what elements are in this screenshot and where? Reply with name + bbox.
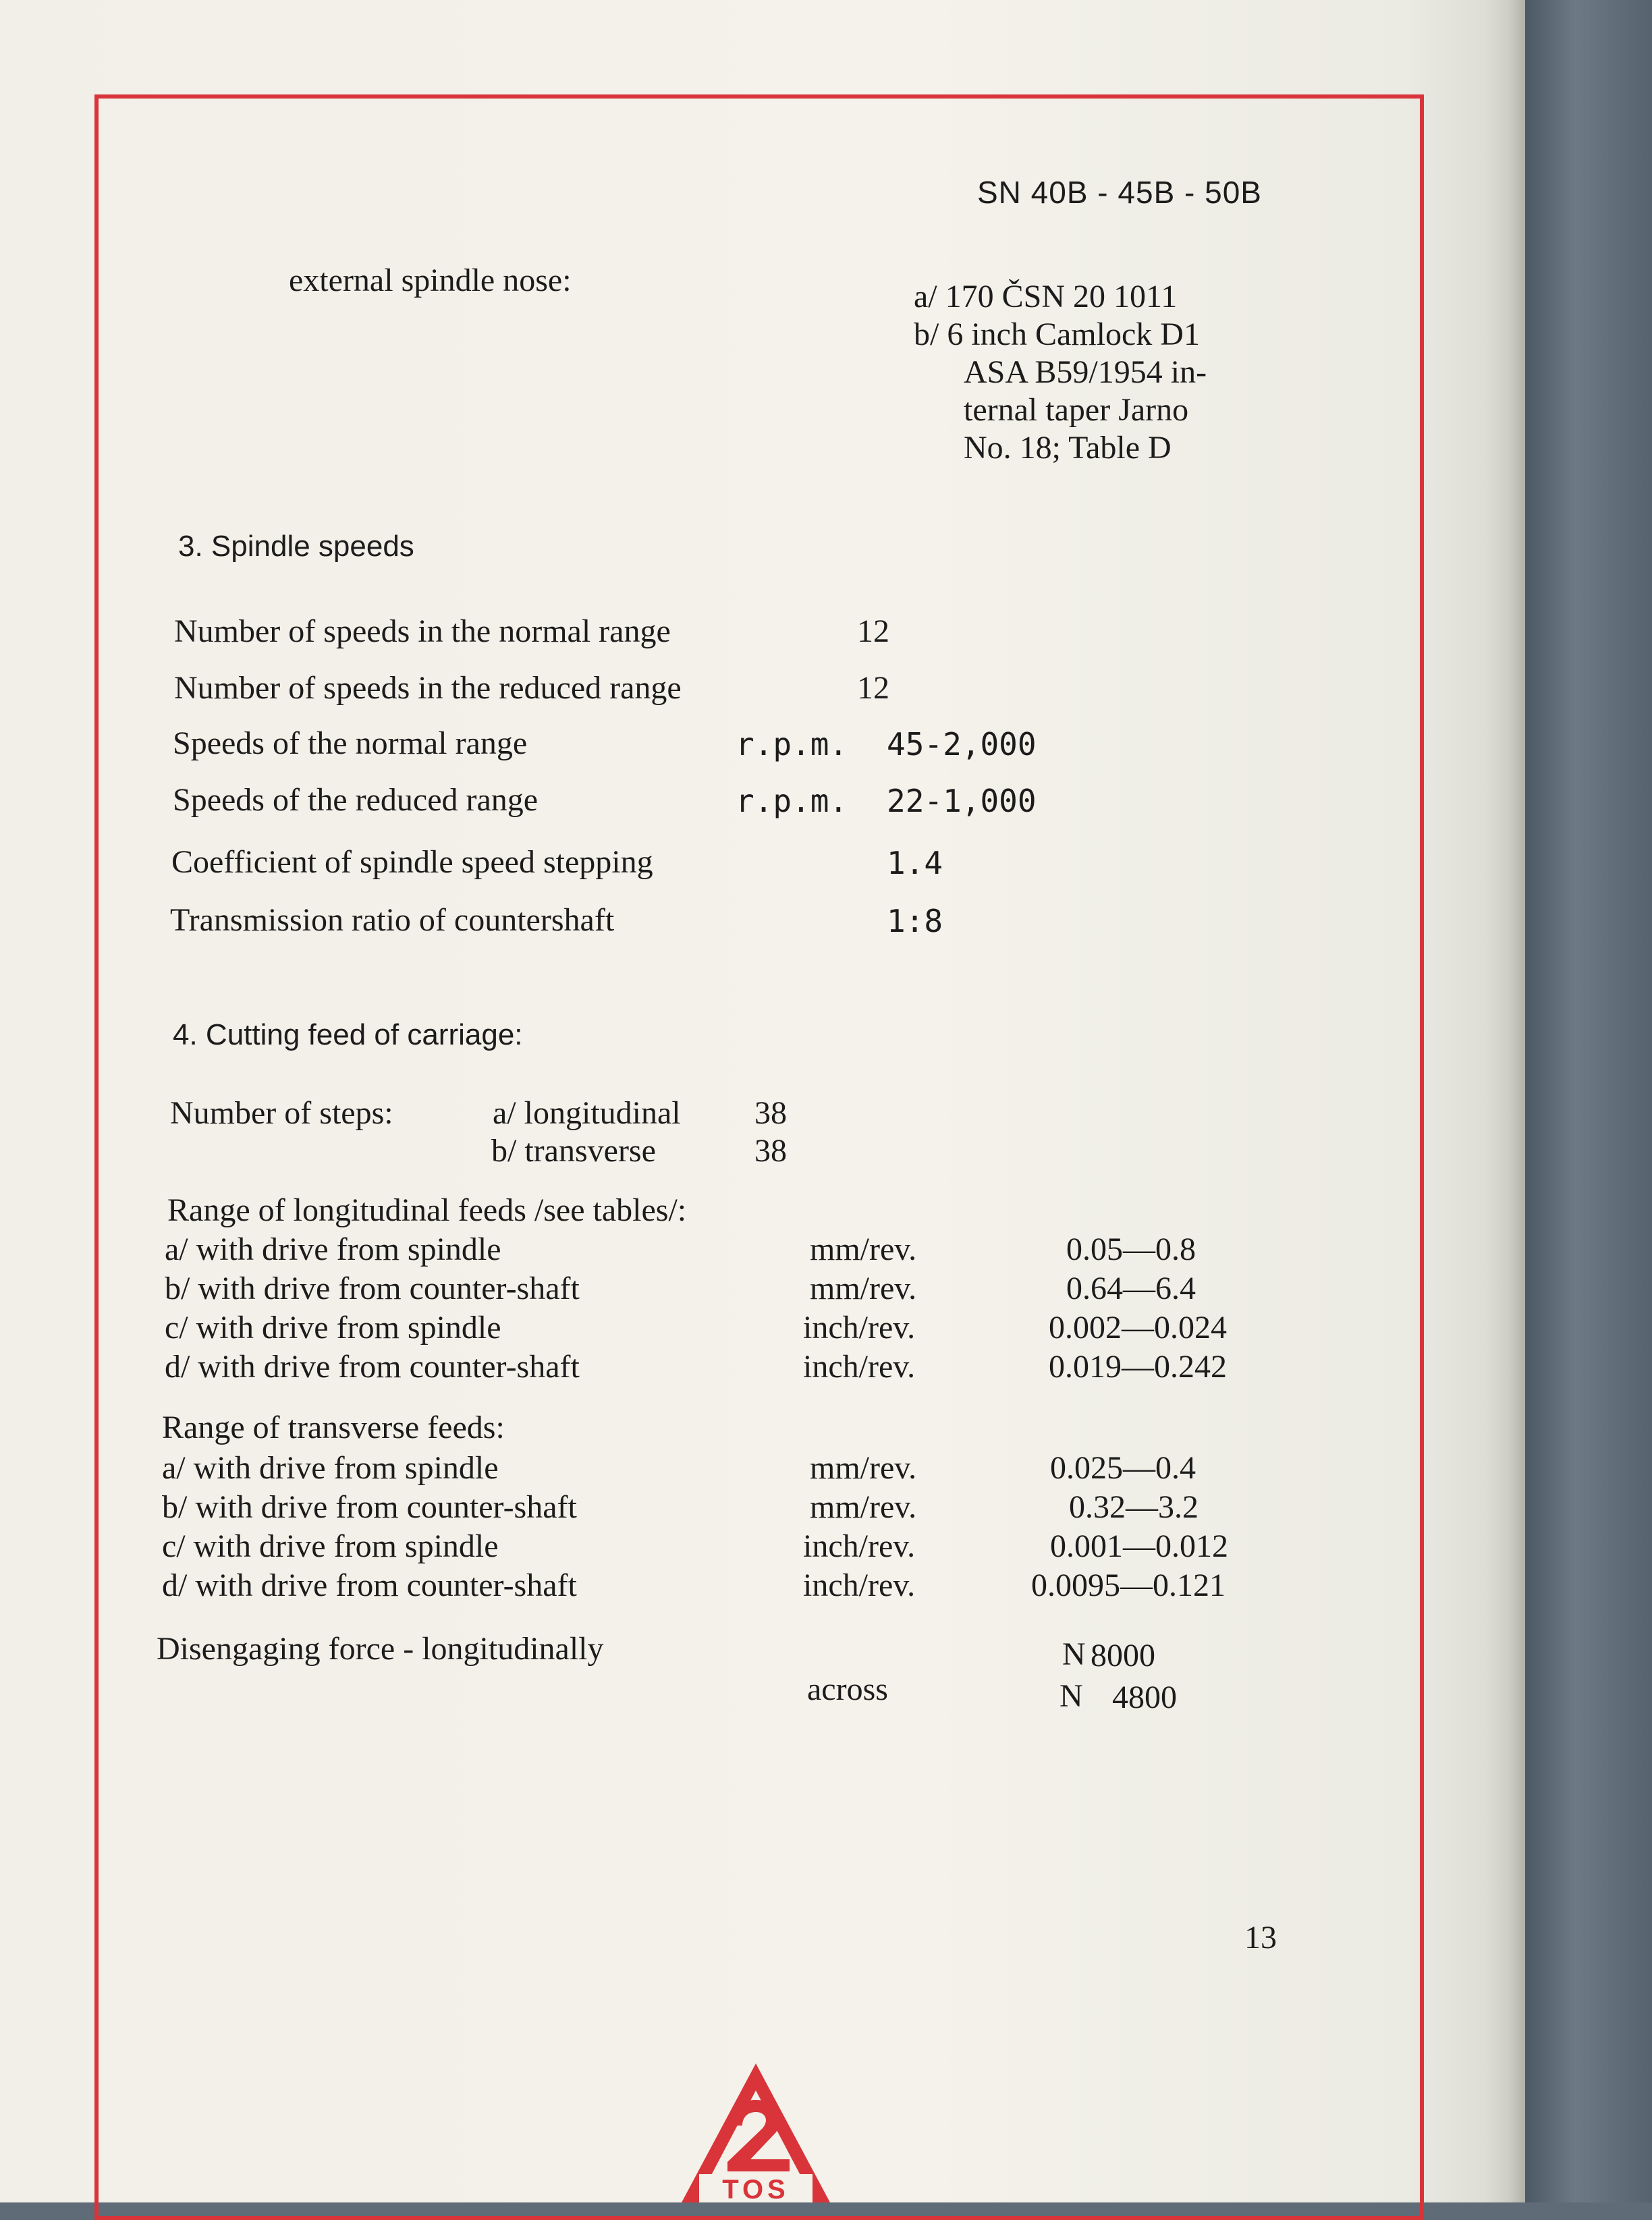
feed-row-value: 0.002—0.024 — [1049, 1310, 1227, 1345]
feed-row-unit: mm/rev. — [810, 1489, 917, 1525]
disengaging-across-value: 4800 — [1112, 1680, 1177, 1715]
spindle-nose-value-d: ternal taper Jarno — [964, 392, 1189, 428]
speed-row-label: Number of speeds in the normal range — [174, 613, 671, 649]
steps-label: Number of steps: — [170, 1095, 393, 1131]
transverse-feeds-heading: Range of transverse feeds: — [162, 1410, 505, 1445]
spindle-nose-value-e: No. 18; Table D — [964, 430, 1172, 466]
feed-row-unit: inch/rev. — [803, 1349, 916, 1385]
spindle-nose-label: external spindle nose: — [289, 262, 572, 298]
speed-row-label: Speeds of the normal range — [173, 725, 528, 761]
feed-row-label: d/ with drive from counter-shaft — [162, 1567, 577, 1603]
feed-row-label: b/ with drive from counter-shaft — [165, 1271, 580, 1306]
feed-row-value: 0.019—0.242 — [1049, 1349, 1227, 1385]
speed-row-value: 1.4 — [887, 845, 943, 881]
feed-row-value: 0.64—6.4 — [1066, 1271, 1196, 1306]
desk-background — [1525, 0, 1652, 2202]
speed-row-value: 1:8 — [887, 903, 943, 939]
tos-logo — [675, 2058, 837, 2202]
section4-heading: 4. Cutting feed of carriage: — [173, 1018, 523, 1051]
spindle-nose-value-c: ASA B59/1954 in- — [964, 354, 1207, 390]
feed-row-label: b/ with drive from counter-shaft — [162, 1489, 577, 1525]
steps-item-label: a/ longitudinal — [493, 1095, 681, 1131]
steps-item-value: 38 — [754, 1095, 787, 1131]
page-number: 13 — [1244, 1920, 1277, 1955]
disengaging-long-value: 8000 — [1091, 1638, 1155, 1673]
feed-row-label: c/ with drive from spindle — [165, 1310, 501, 1345]
longitudinal-feeds-heading: Range of longitudinal feeds /see tables/: — [167, 1192, 687, 1228]
steps-item-label: b/ transverse — [491, 1133, 656, 1169]
feed-row-value: 0.001—0.012 — [1050, 1528, 1228, 1564]
speed-row-unit: r.p.m. — [736, 783, 848, 819]
speed-row-unit: r.p.m. — [736, 726, 848, 762]
feed-row-value: 0.025—0.4 — [1050, 1450, 1196, 1486]
feed-row-unit: inch/rev. — [803, 1567, 916, 1603]
steps-item-value: 38 — [754, 1133, 787, 1169]
feed-row-value: 0.0095—0.121 — [1031, 1567, 1226, 1603]
tos-logo-text: TOS — [722, 2175, 790, 2202]
spindle-nose-value-b: b/ 6 inch Camlock D1 — [914, 316, 1200, 352]
disengaging-across-unit: N — [1059, 1678, 1083, 1714]
disengaging-long-unit: N — [1062, 1636, 1086, 1672]
speed-row-value: 12 — [857, 613, 889, 649]
spindle-nose-value-a: a/ 170 ČSN 20 1011 — [914, 279, 1178, 314]
feed-row-label: a/ with drive from spindle — [165, 1231, 501, 1267]
feed-row-unit: inch/rev. — [803, 1310, 916, 1345]
feed-row-label: c/ with drive from spindle — [162, 1528, 499, 1564]
speed-row-value: 45-2,000 — [887, 726, 1037, 762]
disengaging-across-label: across — [807, 1671, 888, 1707]
feed-row-label: d/ with drive from counter-shaft — [165, 1349, 580, 1385]
feed-row-label: a/ with drive from spindle — [162, 1450, 499, 1486]
speed-row-label: Speeds of the reduced range — [173, 782, 539, 818]
feed-row-unit: mm/rev. — [810, 1271, 917, 1306]
speed-row-label: Transmission ratio of countershaft — [170, 902, 615, 938]
feed-row-value: 0.05—0.8 — [1066, 1231, 1196, 1267]
speed-row-value: 12 — [857, 670, 889, 706]
section3-heading: 3. Spindle speeds — [178, 530, 414, 563]
page-edge-shadow — [1485, 0, 1525, 2202]
speed-row-label: Number of speeds in the reduced range — [174, 670, 682, 706]
model-header: SN 40B - 45B - 50B — [977, 175, 1262, 210]
disengaging-force-label: Disengaging force - longitudinally — [157, 1631, 604, 1667]
feed-row-unit: mm/rev. — [810, 1231, 917, 1267]
feed-row-unit: inch/rev. — [803, 1528, 916, 1564]
feed-row-unit: mm/rev. — [810, 1450, 917, 1486]
speed-row-value: 22-1,000 — [887, 783, 1037, 819]
speed-row-label: Coefficient of spindle speed stepping — [171, 844, 653, 880]
feed-row-value: 0.32—3.2 — [1069, 1489, 1199, 1525]
